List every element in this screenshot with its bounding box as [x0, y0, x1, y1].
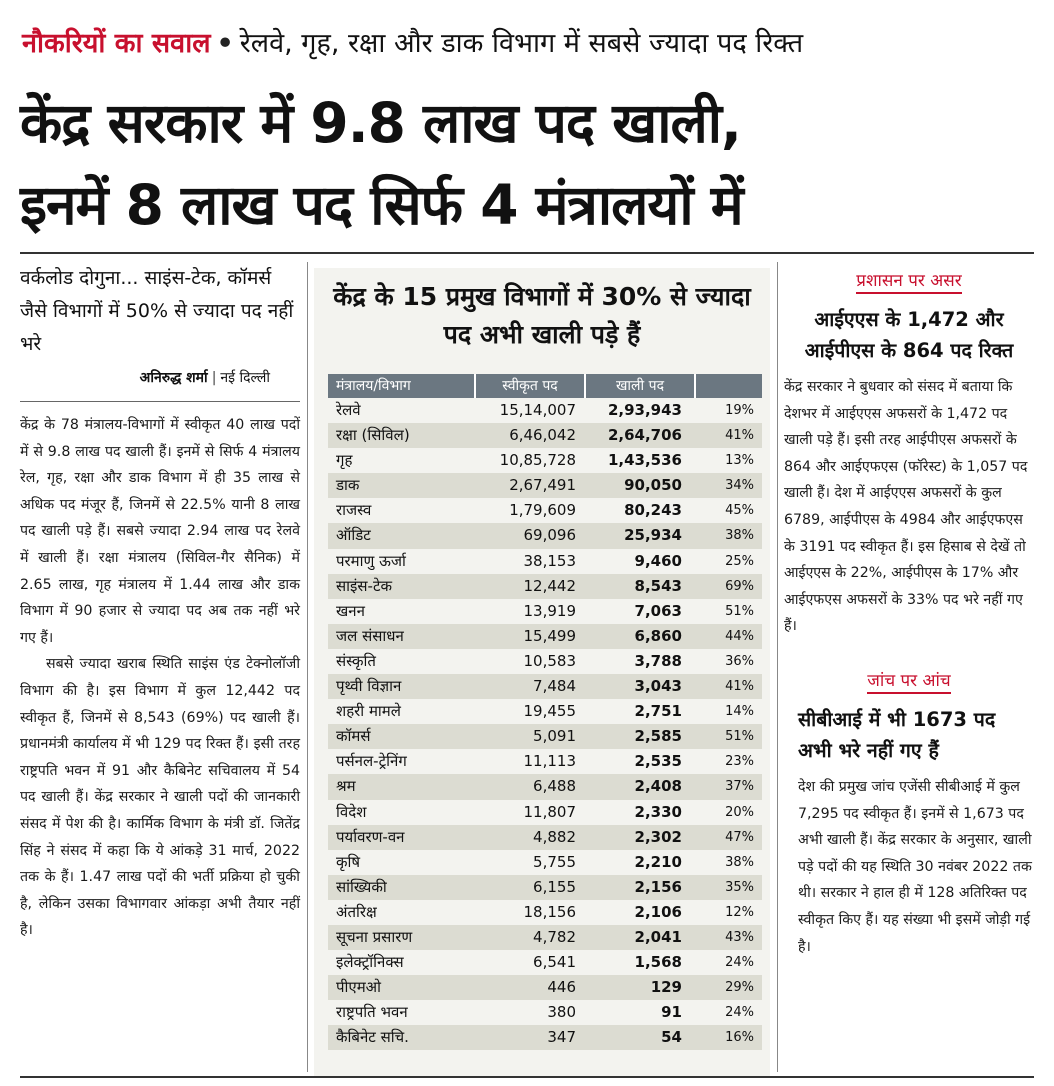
cell-sanctioned: 5,755 [533, 852, 576, 871]
byline-separator: | [211, 370, 217, 386]
cell-vacant: 2,535 [634, 752, 682, 771]
left-body [20, 412, 300, 944]
cell-sanctioned: 4,782 [533, 927, 576, 946]
cell-percent: 38% [725, 854, 754, 870]
table-row [328, 1025, 762, 1050]
cell-percent: 45% [725, 503, 754, 519]
cell-vacant: 9,460 [634, 551, 682, 570]
cell-ministry: पृथ्वी विज्ञान [336, 677, 402, 696]
cell-sanctioned: 69,096 [523, 526, 576, 545]
cell-vacant: 2,302 [634, 827, 682, 846]
section-title-admin: आईएएस के 1,472 और आईपीएस के 864 पद रिक्त [804, 308, 1014, 362]
cell-ministry: पीएमओ [336, 978, 382, 997]
header-vacant: खाली पद [584, 374, 694, 398]
headline-line-1: केंद्र सरकार में 9.8 लाख पद खाली, [20, 91, 741, 155]
cell-vacant: 3,043 [634, 677, 682, 696]
cell-sanctioned: 7,484 [533, 677, 576, 696]
table-body [328, 398, 762, 1050]
cell-ministry: श्रम [336, 777, 356, 796]
table-row [328, 574, 762, 599]
section-body-cbi: देश की प्रमुख जांच एजेंसी सीबीआई में कुल 7,295 पद स्वीकृत हैं। इनमें से 1,673 पद अभी खाली हैं। केंद्र सरकार के अनुसार, खाली पड़े पदों की यह स्थिति 30 नवंबर 2022 तक थी। सरकार ने हाल ही में 128 अतिरिक्त पद स्वीकृत किए हैं। यह संख्या भी इसमें जोड़ी गई है। [798, 778, 1032, 955]
section-title-cbi: सीबीआई में भी 1673 पद अभी भरे नहीं गए हैं [798, 707, 996, 762]
table-row [328, 925, 762, 950]
kicker-tag: नौकरियों का सवाल [22, 28, 211, 59]
cell-ministry: कृषि [336, 852, 361, 871]
cell-vacant: 1,43,536 [607, 451, 682, 470]
cell-vacant: 90,050 [624, 476, 682, 495]
cell-sanctioned: 380 [547, 1003, 576, 1022]
cell-sanctioned: 347 [547, 1028, 576, 1047]
cell-percent: 69% [725, 578, 754, 594]
cell-sanctioned: 2,67,491 [509, 476, 576, 495]
byline [20, 369, 300, 387]
cell-ministry: रेलवे [336, 401, 361, 419]
cell-percent: 29% [725, 980, 754, 996]
cell-percent: 38% [725, 528, 754, 544]
table-row [328, 850, 762, 875]
cell-vacant: 7,063 [634, 601, 682, 620]
table-row [328, 774, 762, 799]
cell-percent: 51% [725, 729, 754, 745]
table-row [328, 523, 762, 548]
cell-ministry: खनन [336, 601, 365, 620]
cell-sanctioned: 446 [547, 978, 576, 997]
cell-sanctioned: 11,113 [523, 752, 576, 771]
cell-percent: 36% [725, 653, 754, 669]
cell-sanctioned: 38,153 [523, 551, 576, 570]
cell-sanctioned: 15,14,007 [499, 401, 576, 419]
cell-sanctioned: 4,882 [533, 827, 576, 846]
cell-percent: 16% [725, 1030, 754, 1046]
table-row [328, 900, 762, 925]
cell-sanctioned: 15,499 [523, 626, 576, 645]
left-subhead: वर्कलोड दोगुना... साइंस-टेक, कॉमर्स जैसे विभागों में 50% से ज्यादा पद नहीं भरे [20, 267, 294, 355]
cell-percent: 44% [725, 628, 754, 644]
cell-vacant: 3,788 [634, 651, 682, 670]
cell-sanctioned: 5,091 [533, 727, 576, 746]
cell-percent: 35% [725, 879, 754, 895]
headline-line-2: इनमें 8 लाख पद सिर्फ 4 मंत्रालयों में [20, 173, 743, 237]
section-tag-cbi [784, 668, 1034, 694]
cell-percent: 47% [725, 829, 754, 845]
column-divider-right [777, 262, 778, 1072]
cell-vacant: 2,64,706 [607, 426, 682, 445]
cell-vacant: 2,330 [634, 802, 682, 821]
cell-percent: 24% [725, 1005, 754, 1021]
cell-sanctioned: 10,85,728 [499, 451, 576, 470]
cell-vacant: 25,934 [624, 526, 682, 545]
cell-sanctioned: 11,807 [523, 802, 576, 821]
kicker-text: रेलवे, गृह, रक्षा और डाक विभाग में सबसे ज्यादा पद रिक्त [239, 28, 804, 59]
cell-ministry: पर्सनल-ट्रेनिंग [336, 752, 407, 771]
cell-percent: 12% [725, 904, 754, 920]
vacancy-table-box [314, 268, 770, 1076]
top-rule [20, 252, 1034, 254]
bottom-rule [20, 1076, 1034, 1078]
table-row [328, 674, 762, 699]
table-row [328, 724, 762, 749]
cell-vacant: 54 [661, 1028, 682, 1047]
cell-percent: 13% [725, 453, 754, 469]
cell-vacant: 91 [661, 1003, 682, 1022]
cell-percent: 20% [725, 804, 754, 820]
table-row [328, 624, 762, 649]
left-paragraph-2: सबसे ज्यादा खराब स्थिति साइंस एंड टेक्नोलॉजी विभाग की है। इस विभाग में कुल 12,442 पद स्वीकृत हैं, जिनमें से 8,543 (69%) पद खाली हैं। प्रधानमंत्री कार्यालय में भी 129 पद रिक्त हैं। इसी तरह राष्ट्रपति भवन में 91 और कैबिनेट सचिवालय में 54 पद खाली हैं। केंद्र सरकार ने खाली पदों की जानकारी संसद में पेश की है। कार्मिक विभाग के मंत्री डॉ. जितेंद्र सिंह ने संसद में कहा कि ये आंकड़े 31 मार्च, 2022 तक के हैं। 1.47 लाख पदों की भर्ती प्रक्रिया हो चुकी है, लेकिन उसका विभागवार आंकड़ा अभी तैयार नहीं है। [20, 656, 300, 939]
table-row [328, 423, 762, 448]
headline [20, 82, 1034, 246]
cell-ministry: सूचना प्रसारण [336, 927, 413, 946]
cell-vacant: 2,156 [634, 877, 682, 896]
table-row [328, 549, 762, 574]
cell-vacant: 129 [650, 978, 682, 997]
cell-ministry: विदेश [336, 802, 367, 821]
cell-sanctioned: 6,46,042 [509, 426, 576, 445]
cell-sanctioned: 19,455 [523, 702, 576, 721]
cell-ministry: साइंस-टेक [336, 576, 393, 595]
cbi-section [784, 668, 1034, 960]
cell-sanctioned: 6,488 [533, 777, 576, 796]
section-tag-admin [784, 268, 1034, 294]
cell-vacant: 2,93,943 [607, 401, 682, 419]
table-row [328, 1000, 762, 1025]
cell-vacant: 2,106 [634, 902, 682, 921]
right-column [784, 268, 1034, 1072]
cell-percent: 41% [725, 679, 754, 695]
cell-sanctioned: 6,155 [533, 877, 576, 896]
table-row [328, 825, 762, 850]
vacancy-table [328, 374, 762, 1050]
header-ministry: मंत्रालय/विभाग [336, 378, 411, 394]
cell-sanctioned: 18,156 [523, 902, 576, 921]
column-divider-left [307, 262, 308, 1072]
cell-ministry: राजस्व [336, 501, 372, 520]
cell-ministry: राष्ट्रपति भवन [336, 1003, 408, 1022]
cell-vacant: 2,585 [634, 727, 682, 746]
header-sanctioned: स्वीकृत पद [474, 374, 584, 398]
table-row [328, 398, 762, 423]
cell-percent: 43% [725, 929, 754, 945]
section-tag-admin-label: प्रशासन पर असर [856, 271, 961, 294]
cell-ministry: गृह [336, 451, 353, 470]
cell-ministry: संस्कृति [336, 651, 376, 670]
cell-vacant: 2,210 [634, 852, 682, 871]
cell-ministry: पर्यावरण-वन [336, 827, 405, 846]
cell-sanctioned: 1,79,609 [509, 501, 576, 520]
cell-percent: 24% [725, 955, 754, 971]
cell-sanctioned: 13,919 [523, 601, 576, 620]
table-header [328, 374, 762, 398]
admin-impact-section [784, 268, 1034, 640]
table-row [328, 950, 762, 975]
cell-vacant: 8,543 [634, 576, 682, 595]
cell-ministry: कॉमर्स [336, 727, 371, 746]
cell-percent: 14% [725, 704, 754, 720]
cell-vacant: 2,408 [634, 777, 682, 796]
cell-ministry: कैबिनेट सचि. [336, 1028, 409, 1047]
section-tag-cbi-label: जांच पर आंच [867, 671, 950, 694]
cell-vacant: 6,860 [634, 626, 682, 645]
byline-place: नई दिल्ली [220, 370, 270, 386]
cell-sanctioned: 10,583 [523, 651, 576, 670]
cell-ministry: डाक [336, 476, 360, 495]
cell-percent: 41% [725, 428, 754, 444]
left-column [20, 262, 300, 1072]
cell-ministry: शहरी मामले [336, 702, 401, 721]
cell-ministry: इलेक्ट्रॉनिक्स [336, 953, 404, 972]
cell-percent: 23% [725, 754, 754, 770]
cell-ministry: जल संसाधन [336, 626, 404, 645]
table-row [328, 498, 762, 523]
left-paragraph-1: केंद्र के 78 मंत्रालय-विभागों में स्वीकृत 40 लाख पदों में से 9.8 लाख पद खाली हैं। इनमें से सिर्फ 4 मंत्रालय रेल, गृह, रक्षा और डाक विभाग में ही 35 लाख से अधिक पद मंजूर हैं, जिनमें से 22.5% यानी 8 लाख पद खाली पड़े हैं। सबसे ज्यादा 2.94 लाख पद रेलवे में खाली हैं। रक्षा मंत्रालय (सिविल-गैर सैनिक) में 2.65 लाख, गृह मंत्रालय में 1.44 लाख और डाक विभाग में 90 हजार से ज्यादा पद अब तक नहीं भरे गए हैं। [20, 417, 300, 646]
cell-sanctioned: 6,541 [533, 953, 576, 972]
header-percent [694, 374, 762, 398]
table-row [328, 599, 762, 624]
cell-ministry: ऑडिट [336, 526, 371, 545]
cell-sanctioned: 12,442 [523, 576, 576, 595]
table-row [328, 649, 762, 674]
cell-percent: 25% [725, 553, 754, 569]
kicker [22, 20, 1032, 68]
section-body-admin: केंद्र सरकार ने बुधवार को संसद में बताया कि देशभर में आईएएस अफसरों के 1,472 पद खाली पड़े हैं। इसी तरह आईपीएस अफसरों के 864 और आईएफएस (फॉरेस्ट) के 1,057 पद खाली हैं। देश में आईएएस अफसरों के कुल 6789, आईपीएस के 4984 और आईएफएस के 3191 पद स्वीकृत हैं। इस हिसाब से देखें तो आईएएस के 22%, आईपीएस के 17% और आईएफएस अफसरों के 33% पद भरे नहीं गए हैं। [784, 379, 1028, 635]
cell-percent: 34% [725, 478, 754, 494]
table-row [328, 749, 762, 774]
cell-ministry: रक्षा (सिविल) [336, 426, 410, 445]
table-row [328, 800, 762, 825]
byline-name: अनिरुद्ध शर्मा [139, 370, 208, 386]
cell-vacant: 80,243 [624, 501, 682, 520]
table-row [328, 875, 762, 900]
table-row [328, 975, 762, 1000]
kicker-bullet: • [216, 28, 234, 59]
cell-percent: 51% [725, 603, 754, 619]
cell-ministry: सांख्यिकी [336, 877, 387, 896]
table-title: केंद्र के 15 प्रमुख विभागों में 30% से ज्यादा पद अभी खाली पड़े हैं [333, 282, 751, 349]
cell-vacant: 2,751 [634, 702, 682, 721]
cell-ministry: परमाणु ऊर्जा [336, 551, 406, 570]
cell-percent: 37% [725, 779, 754, 795]
cell-vacant: 2,041 [634, 927, 682, 946]
cell-ministry: अंतरिक्ष [336, 902, 377, 921]
left-divider [20, 401, 300, 402]
cell-percent: 19% [725, 403, 754, 418]
cell-vacant: 1,568 [634, 953, 682, 972]
table-row [328, 473, 762, 498]
table-row [328, 699, 762, 724]
table-row [328, 448, 762, 473]
